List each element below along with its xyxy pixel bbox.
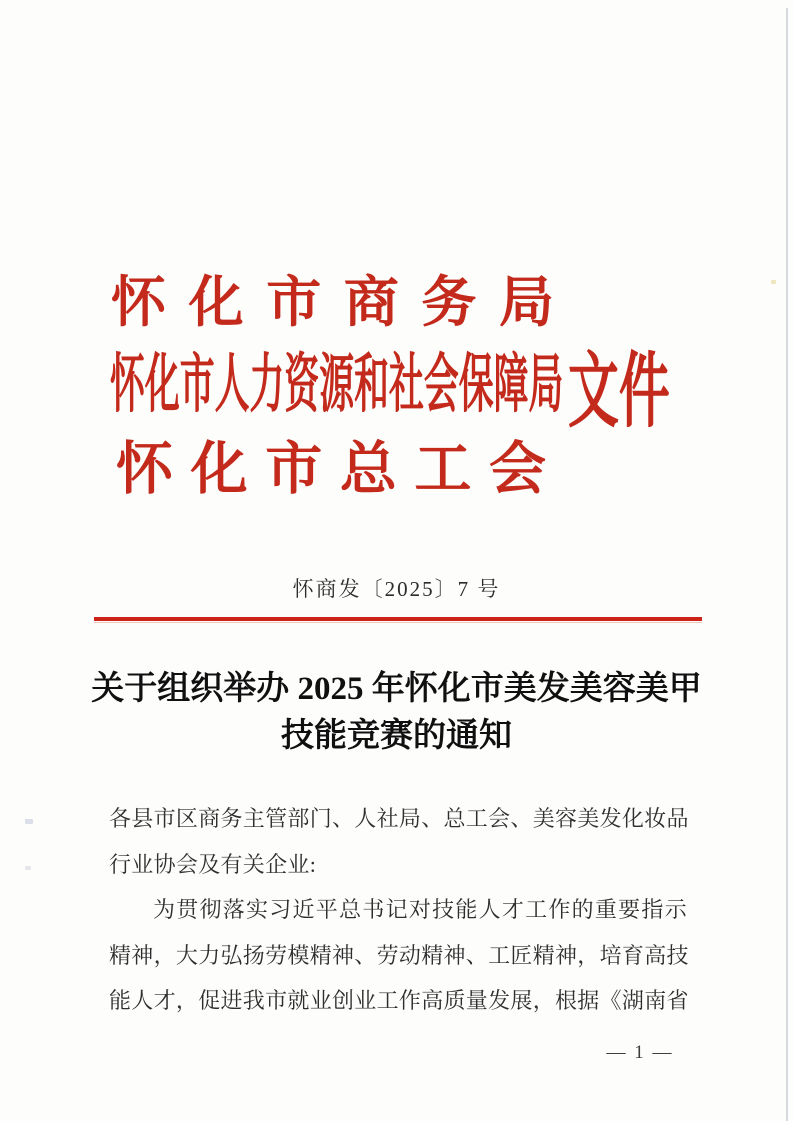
paragraph-line-2: 精神，大力弘扬劳模精神、劳动精神、工匠精神，培育高技 xyxy=(109,942,689,968)
red-divider-rule-shadow xyxy=(94,622,702,623)
salutation-line-2: 行业协会及有关企业: xyxy=(109,851,317,877)
scan-edge-artifact xyxy=(786,8,788,1121)
document-type-label xyxy=(568,346,732,438)
document-title xyxy=(10,666,783,760)
scan-speck-artifact xyxy=(25,866,31,870)
scan-speck-artifact xyxy=(771,280,776,284)
reference-number: 怀商发〔2025〕7 号 xyxy=(292,577,501,601)
document-title-line-1: 关于组织举办 2025 年怀化市美发美容美甲 xyxy=(91,671,702,707)
page-number: — 1 — xyxy=(606,1042,674,1063)
salutation-line-1: 各县市区商务主管部门、人社局、总工会、美容美发化妆品 xyxy=(109,806,689,831)
paragraph-line-3: 能人才，促进我市就业创业工作高质量发展，根据《湖南省 xyxy=(109,988,689,1013)
document-body xyxy=(109,796,687,1024)
agency-name-line-3: 怀化市总工会 xyxy=(116,438,546,501)
red-divider-rule xyxy=(94,617,702,621)
agency-name-line-2-text: 怀化市人力资源和社会保障局 xyxy=(110,349,564,420)
scan-speck-artifact xyxy=(25,819,33,824)
document-title-line-2: 技能竞赛的通知 xyxy=(281,718,512,754)
document-type-label-text: 文件 xyxy=(568,346,670,437)
paragraph-line-1: 为贯彻落实习近平总书记对技能人才工作的重要指示 xyxy=(153,897,687,922)
agency-name-line-1: 怀化市商务局 xyxy=(111,272,554,333)
